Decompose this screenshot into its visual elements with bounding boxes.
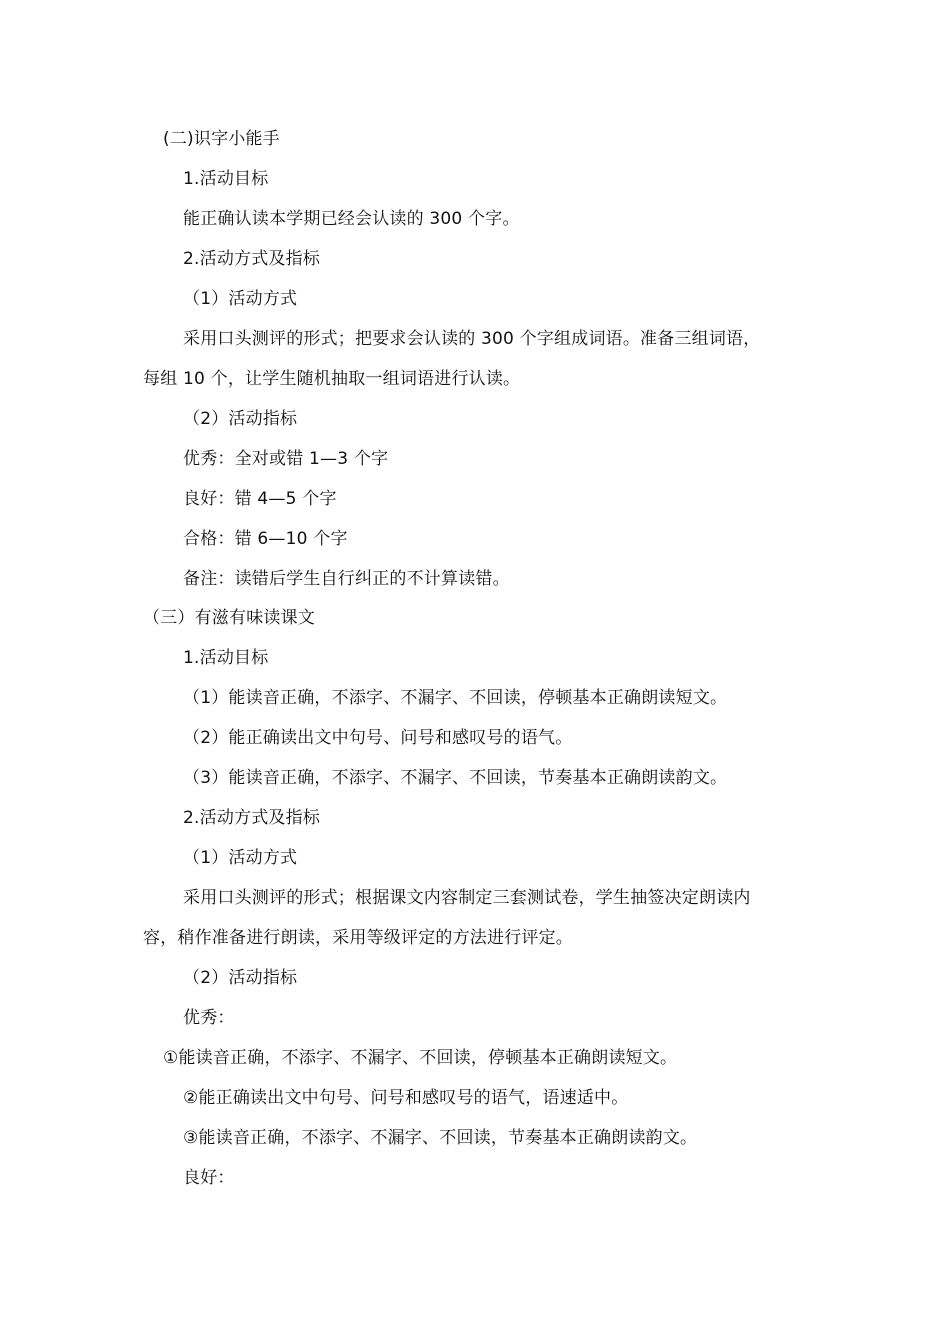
section-3-excellent-item-3: ③能读音正确，不添字、不漏字、不回读，节奏基本正确朗读韵文。 (183, 1128, 698, 1148)
section-3-method-text-line-2: 容，稍作准备进行朗读，采用等级评定的方法进行评定。 (143, 928, 573, 948)
section-2-good: 良好：错 4—5 个字 (183, 489, 337, 509)
section-2-excellent: 优秀：全对或错 1—3 个字 (183, 449, 389, 469)
section-2-method-text-line-2: 每组 10 个，让学生随机抽取一组词语进行认读。 (143, 369, 521, 389)
section-2-heading: (二)识字小能手 (163, 129, 280, 149)
section-2-note: 备注：读错后学生自行纠正的不计算读错。 (183, 569, 510, 589)
section-3-method-heading: 2.活动方式及指标 (183, 808, 321, 828)
section-3-goal-2: （2）能正确读出文中句号、问号和感叹号的语气。 (183, 728, 573, 748)
section-3-method-text-line-1: 采用口头测评的形式；根据课文内容制定三套测试卷，学生抽签决定朗读内 (183, 888, 751, 908)
section-3-goal-heading: 1.活动目标 (183, 648, 269, 668)
section-2-goal-text: 能正确认读本学期已经会认读的 300 个字。 (183, 209, 520, 229)
section-2-pass: 合格：错 6—10 个字 (183, 529, 348, 549)
section-3-excellent-item-1: ①能读音正确，不添字、不漏字、不回读，停顿基本正确朗读短文。 (163, 1048, 678, 1068)
section-3-indicator-subheading: （2）活动指标 (183, 968, 298, 988)
section-3-method-subheading: （1）活动方式 (183, 848, 298, 868)
section-3-excellent-item-2: ②能正确读出文中句号、问号和感叹号的语气，语速适中。 (183, 1088, 629, 1108)
section-3-good-label: 良好： (183, 1168, 235, 1188)
section-2-goal-heading: 1.活动目标 (183, 169, 269, 189)
section-2-method-heading: 2.活动方式及指标 (183, 249, 321, 269)
section-3-goal-3: （3）能读音正确，不添字、不漏字、不回读，节奏基本正确朗读韵文。 (183, 768, 728, 788)
section-3-heading: （三）有滋有味读课文 (143, 608, 315, 628)
section-3-goal-1: （1）能读音正确，不添字、不漏字、不回读，停顿基本正确朗读短文。 (183, 688, 728, 708)
section-3-excellent-label: 优秀： (183, 1008, 235, 1028)
section-2-indicator-subheading: （2）活动指标 (183, 409, 298, 429)
section-2-method-text-line-1: 采用口头测评的形式；把要求会认读的 300 个字组成词语。准备三组词语， (183, 329, 761, 349)
section-2-method-subheading: （1）活动方式 (183, 289, 298, 309)
